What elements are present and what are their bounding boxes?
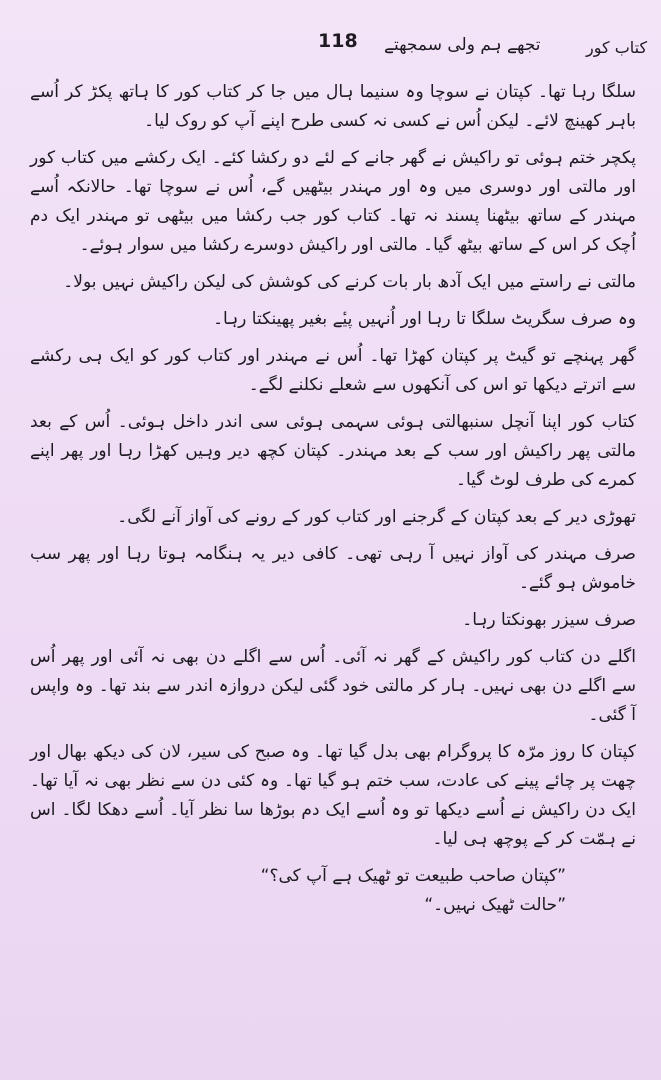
body-text <box>30 78 636 920</box>
chapter-title: کتاب کور <box>586 38 648 57</box>
page-number: 118 <box>318 30 358 52</box>
paragraph: تھوڑی دیر کے بعد کپتان کے گرجنے اور کتاب کور کے رونے کی آواز آنے لگی۔ <box>117 507 636 527</box>
paragraph: سلگا رہا تھا۔ کپتان نے سوچا وہ سنیما ہال میں جا کر کتاب کور کا ہاتھ پکڑ کر اُسے باہر کھینچ لائے۔ لیکن اُس نے کسی نہ کسی طرح اپنے آپ کو روک لیا۔ <box>30 82 636 131</box>
paragraph: پکچر ختم ہوئی تو راکیش نے گھر جانے کے لئے دو رکشا کئے۔ ایک رکشے میں کتاب کور اور مالتی اور دوسری میں وہ اور مہندر بیٹھیں گے، اُس نے سوچا تھا۔ حالانکہ اُسے مہندر کے ساتھ بیٹھنا پسند نہ تھا۔ کتاب کور جب رکشا میں بیٹھی تو مہندر ایک دم اُچک کر اس کے ساتھ بیٹھ گیا۔ مالتی اور راکیش دوسرے رکشا میں سوار ہوئے۔ <box>30 148 636 255</box>
paragraph: اگلے دن کتاب کور راکیش کے گھر نہ آئی۔ اُس سے اگلے دن بھی نہ آئی اور پھر اُس سے اگلے دن بھی نہیں۔ ہار کر مالتی خود گئی لیکن دروازہ اندر سے بند تھا۔ وہ واپس آ گئی۔ <box>30 647 636 725</box>
dialogue-line: ”کپتان صاحب طبیعت تو ٹھیک ہے آپ کی؟“ <box>260 866 566 886</box>
dialogue-line: ”حالت ٹھیک نہیں۔“ <box>424 895 566 915</box>
paragraph: کتاب کور اپنا آنچل سنبھالتی ہوئی سہمی ہوئی سی اندر داخل ہوئی۔ اُس کے بعد مالتی پھر راکیش اور سب کے بعد مہندر۔ کپتان کچھ دیر وہیں کھڑا رہا اور پھر اپنے کمرے کی طرف لوٹ گیا۔ <box>30 412 636 490</box>
paragraph: کپتان کا روز مرّہ کا پروگرام بھی بدل گیا تھا۔ وہ صبح کی سیر، لان کی دیکھ بھال اور چھت پر چائے پینے کی عادت، سب ختم ہو گیا تھا۔ وہ کئی دن سے نظر بھی نہ آیا تھا۔ ایک دن راکیش نے اُسے دیکھا تو وہ اُسے ایک دم بوڑھا سا نظر آیا۔ اُسے دھکا لگا۔ اس نے ہمّت کر کے پوچھ ہی لیا۔ <box>30 742 636 849</box>
paragraph: صرف مہندر کی آواز نہیں آ رہی تھی۔ کافی دیر یہ ہنگامہ ہوتا رہا اور پھر سب خاموش ہو گئے۔ <box>30 544 636 593</box>
paragraph: گھر پہنچے تو گیٹ پر کپتان کھڑا تھا۔ اُس نے مہندر اور کتاب کور کو ایک ہی رکشے سے اترتے دیکھا تو اس کی آنکھوں سے شعلے نکلنے لگے۔ <box>30 346 636 395</box>
running-title: تجھے ہم ولی سمجھتے <box>384 35 541 55</box>
paragraph: صرف سیزر بھونکتا رہا۔ <box>462 610 636 630</box>
paragraph: وہ صرف سگریٹ سلگا تا رہا اور اُنہیں پیٔے بغیر پھینکتا رہا۔ <box>213 309 636 329</box>
page-header <box>26 28 648 68</box>
paragraph: مالتی نے راستے میں ایک آدھ بار بات کرنے کی کوشش کی لیکن راکیش نہیں بولا۔ <box>63 272 636 292</box>
